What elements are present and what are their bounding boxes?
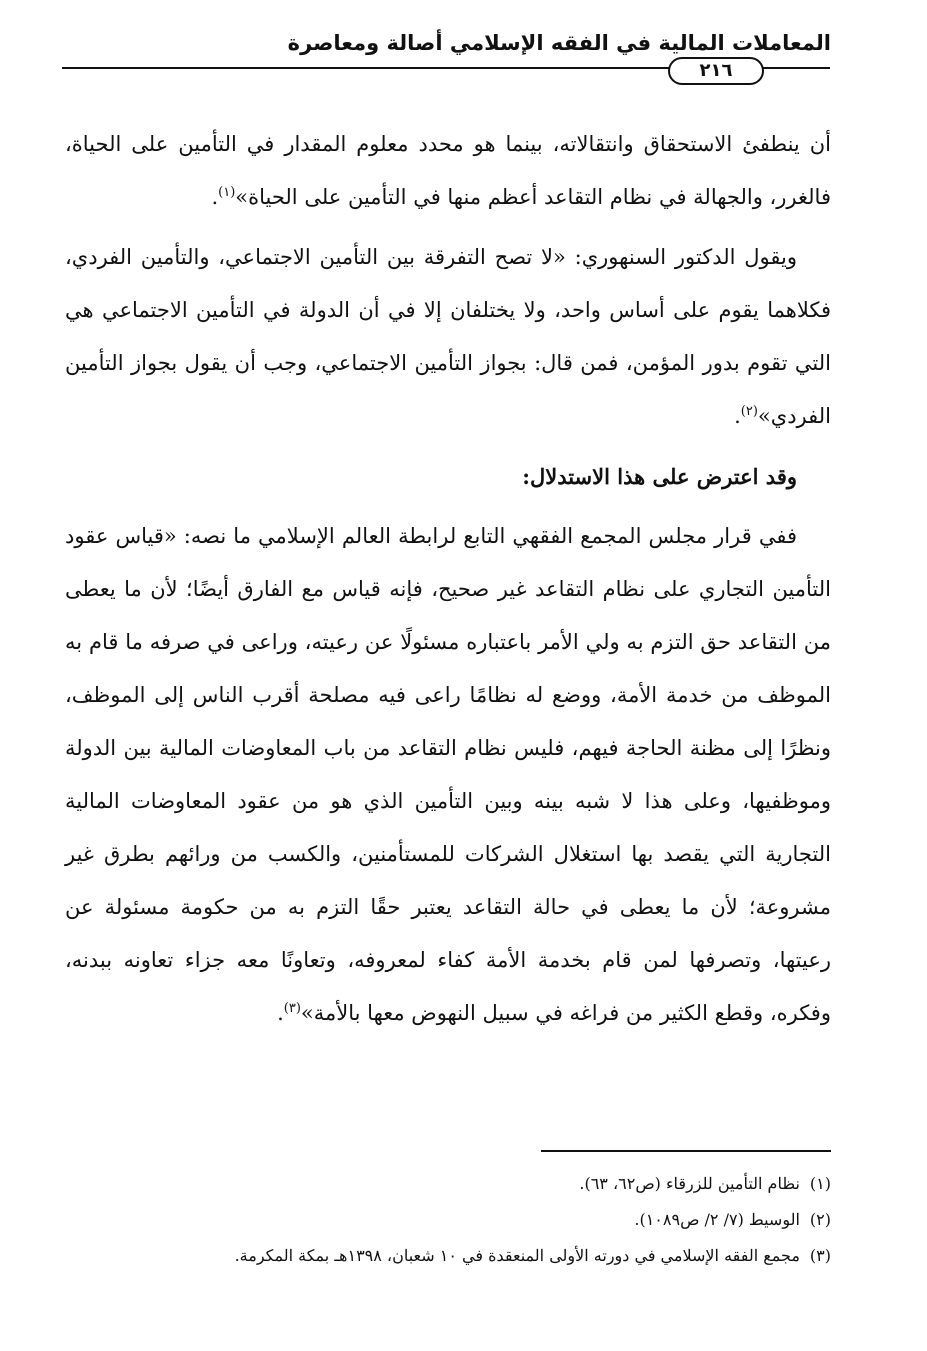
footnote-3 [61,1238,831,1274]
paragraph-2 [65,231,831,443]
paragraph-3-text: ففي قرار مجلس المجمع الفقهي التابع لرابطة العالم الإسلامي ما نصه: «قياس عقود التأمين التجاري على نظام التقاعد غير صحيح، فإنه قياس مع الفارق أيضًا؛ لأن ما يعطى من التقاعد حق التزم به ولي الأمر باعتباره مسئولًا عن رعيته، وراعى في صرفه ما قام به الموظف من خدمة الأمة، ووضع له نظامًا راعى فيه مصلحة أقرب الناس إلى الموظف، ونظرًا إلى مظنة الحاجة فيهم، فليس نظام التقاعد من باب المعاوضات المالية بين الدولة وموظفيها، وعلى هذا لا شبه بينه وبين التأمين الذي هو من عقود المعاوضات المالية التجارية التي يقصد بها استغلال الشركات للمستأمنين، والكسب من ورائهم بطرق غير مشروعة؛ لأن ما يعطى في حالة التقاعد يعتبر حقًا التزم به من حكومة مسئولة عن رعيتها، وتصرفها لمن قام بخدمة الأمة كفاء لمعروفه، وتعاونًا معه جزاء تعاونه ببدنه، وفكره، وقطع الكثير من فراغه في سبيل النهوض معها بالأمة» [65,524,831,1025]
paragraph-1-text: أن ينطفئ الاستحقاق وانتقالاته، بينما هو محدد معلوم المقدار في التأمين على الحياة، فالغرر، والجهالة في نظام التقاعد أعظم منها في التأمين على الحياة» [65,132,831,209]
footnote-text: مجمع الفقه الإسلامي في دورته الأولى المنعقدة في ١٠ شعبان، ١٣٩٨هـ بمكة المكرمة. [234,1246,800,1265]
main-text [65,118,831,1047]
paragraph-3 [65,510,831,1040]
paragraph-2-text: ويقول الدكتور السنهوري: «لا تصح التفرقة بين التأمين الاجتماعي، والتأمين الفردي، فكلاهما يقوم على أساس واحد، ولا يختلفان إلا في أن الدولة في التأمين الاجتماعي هي التي تقوم بدور المؤمن، فمن قال: بجواز التأمين الاجتماعي، وجب أن يقول بجواز التأمين الفردي» [65,245,831,428]
footnote-1 [61,1166,831,1202]
paragraph-3-end: . [277,1001,284,1025]
section-heading: وقد اعترض على هذا الاستدلال: [522,464,797,489]
paragraph-2-end: . [734,404,741,428]
paragraph-1 [65,118,831,224]
footnote-2 [61,1202,831,1238]
footnote-ref-1: (١) [218,185,236,200]
footnote-number: (٣) [809,1246,831,1265]
footnote-text: نظام التأمين للزرقاء (ص٦٢، ٦٣). [579,1174,800,1193]
paragraph-1-end: . [211,185,219,209]
footnote-text: الوسيط (٧/ ٢/ ص١٠٨٩). [634,1210,800,1229]
page-number: ٢١٦ [668,57,764,85]
running-header-title: المعاملات المالية في الفقه الإسلامي أصالة ومعاصرة [287,31,831,55]
footnote-ref-3: (٣) [283,1001,301,1016]
footnote-ref-2: (٢) [740,404,758,419]
footnote-rule [541,1150,831,1152]
footnote-number: (١) [809,1174,831,1193]
footnotes [61,1166,831,1274]
footnote-number: (٢) [809,1210,831,1229]
